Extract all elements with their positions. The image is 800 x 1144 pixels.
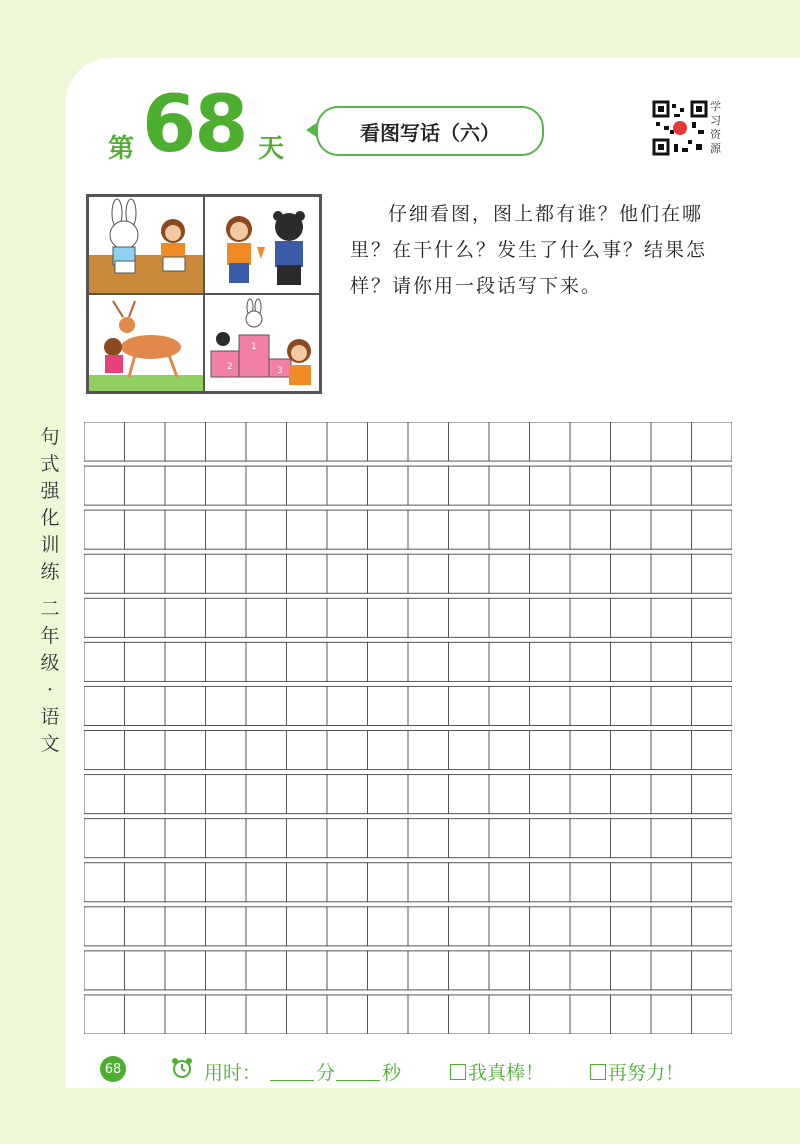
grid-cell[interactable] — [84, 775, 125, 814]
grid-cell[interactable] — [165, 907, 206, 946]
grid-cell[interactable] — [530, 951, 571, 990]
grid-cell[interactable] — [449, 951, 490, 990]
grid-cell[interactable] — [206, 907, 247, 946]
option-try-harder-checkbox[interactable] — [590, 1058, 684, 1085]
grid-cell[interactable] — [489, 642, 530, 681]
grid-cell[interactable] — [611, 731, 652, 770]
seconds-blank[interactable] — [336, 1080, 380, 1081]
grid-cell[interactable] — [449, 466, 490, 505]
grid-cell[interactable] — [84, 731, 125, 770]
grid-cell[interactable] — [368, 642, 409, 681]
grid-cell[interactable] — [651, 995, 692, 1034]
grid-cell[interactable] — [408, 422, 449, 461]
grid-row[interactable] — [84, 598, 732, 637]
grid-cell[interactable] — [408, 598, 449, 637]
grid-cell[interactable] — [408, 466, 449, 505]
grid-cell[interactable] — [408, 510, 449, 549]
side-char: 级 — [40, 652, 60, 674]
time-label: 用时： — [204, 1062, 262, 1084]
grid-cell[interactable] — [449, 863, 490, 902]
grid-cell[interactable] — [570, 951, 611, 990]
side-char: 式 — [40, 453, 60, 475]
grid-cell[interactable] — [246, 642, 287, 681]
grid-cell[interactable] — [611, 995, 652, 1034]
grid-cell[interactable] — [287, 819, 328, 858]
grid-cell[interactable] — [84, 907, 125, 946]
grid-cell[interactable] — [651, 775, 692, 814]
grid-row[interactable] — [84, 951, 732, 990]
podium-second-label: 2 — [227, 362, 233, 372]
grid-cell[interactable] — [651, 598, 692, 637]
grid-row[interactable] — [84, 686, 732, 725]
grid-cell[interactable] — [408, 907, 449, 946]
grid-cell[interactable] — [489, 510, 530, 549]
grid-cell[interactable] — [327, 422, 368, 461]
grid-cell[interactable] — [125, 907, 166, 946]
grid-cell[interactable] — [489, 995, 530, 1034]
grid-cell[interactable] — [530, 422, 571, 461]
grid-cell[interactable] — [287, 554, 328, 593]
grid-cell[interactable] — [408, 995, 449, 1034]
grid-cell[interactable] — [651, 686, 692, 725]
grid-cell[interactable] — [692, 466, 733, 505]
grid-cell[interactable] — [206, 642, 247, 681]
grid-cell[interactable] — [125, 642, 166, 681]
story-picture-grid — [86, 194, 322, 394]
grid-cell[interactable] — [246, 819, 287, 858]
grid-cell[interactable] — [287, 907, 328, 946]
grid-cell[interactable] — [570, 863, 611, 902]
grid-cell[interactable] — [408, 554, 449, 593]
grid-cell[interactable] — [287, 863, 328, 902]
grid-cell[interactable] — [368, 731, 409, 770]
picture-panel-4 — [204, 294, 320, 392]
grid-cell[interactable] — [327, 642, 368, 681]
grid-cell[interactable] — [206, 819, 247, 858]
monkey-and-bear-illustration — [205, 197, 319, 294]
grid-cell[interactable] — [246, 995, 287, 1034]
grid-cell[interactable] — [125, 510, 166, 549]
grid-cell[interactable] — [489, 422, 530, 461]
grid-cell[interactable] — [368, 510, 409, 549]
grid-cell[interactable] — [246, 863, 287, 902]
grid-cell[interactable] — [206, 731, 247, 770]
grid-cell[interactable] — [570, 995, 611, 1034]
grid-cell[interactable] — [206, 951, 247, 990]
grid-cell[interactable] — [489, 775, 530, 814]
qr-label-char: 习 — [710, 114, 721, 127]
grid-cell[interactable] — [408, 863, 449, 902]
side-char: 练 — [40, 561, 60, 583]
grid-cell[interactable] — [165, 554, 206, 593]
side-char: 句 — [40, 426, 60, 448]
grid-cell[interactable] — [84, 995, 125, 1034]
grid-cell[interactable] — [165, 995, 206, 1034]
grid-cell[interactable] — [125, 775, 166, 814]
grid-cell[interactable] — [611, 907, 652, 946]
side-char: · — [46, 679, 54, 701]
grid-cell[interactable] — [165, 422, 206, 461]
grid-cell[interactable] — [246, 686, 287, 725]
grid-cell[interactable] — [449, 598, 490, 637]
grid-cell[interactable] — [692, 510, 733, 549]
grid-cell[interactable] — [287, 466, 328, 505]
grid-cell[interactable] — [327, 775, 368, 814]
grid-cell[interactable] — [692, 731, 733, 770]
alarm-clock-icon — [170, 1056, 194, 1080]
grid-cell[interactable] — [530, 510, 571, 549]
grid-cell[interactable] — [287, 775, 328, 814]
grid-cell[interactable] — [206, 422, 247, 461]
grid-cell[interactable] — [206, 554, 247, 593]
grid-cell[interactable] — [449, 554, 490, 593]
grid-cell[interactable] — [692, 554, 733, 593]
grid-cell[interactable] — [125, 686, 166, 725]
side-gap — [38, 586, 62, 596]
day-number: 68 — [142, 80, 247, 170]
grid-cell[interactable] — [611, 951, 652, 990]
grid-cell[interactable] — [165, 819, 206, 858]
podium-illustration — [205, 295, 319, 392]
podium-first-label: 1 — [251, 342, 257, 352]
grid-cell[interactable] — [287, 731, 328, 770]
grid-cell[interactable] — [246, 907, 287, 946]
grid-cell[interactable] — [651, 510, 692, 549]
grid-cell[interactable] — [287, 995, 328, 1034]
grid-cell[interactable] — [327, 510, 368, 549]
grid-cell[interactable] — [449, 686, 490, 725]
grid-cell[interactable] — [246, 422, 287, 461]
grid-cell[interactable] — [489, 598, 530, 637]
grid-cell[interactable] — [125, 995, 166, 1034]
side-char: 训 — [40, 534, 60, 556]
grid-cell[interactable] — [570, 598, 611, 637]
day-suffix: 天 — [258, 134, 285, 164]
grid-cell[interactable] — [692, 907, 733, 946]
grid-cell[interactable] — [246, 598, 287, 637]
grid-cell[interactable] — [692, 951, 733, 990]
grid-cell[interactable] — [246, 775, 287, 814]
grid-cell[interactable] — [206, 863, 247, 902]
option-great-checkbox[interactable] — [450, 1058, 544, 1085]
grid-cell[interactable] — [692, 863, 733, 902]
grid-cell[interactable] — [570, 686, 611, 725]
grid-cell[interactable] — [84, 642, 125, 681]
picture-panel-2 — [204, 196, 320, 294]
grid-cell[interactable] — [611, 466, 652, 505]
grid-row[interactable] — [84, 731, 732, 770]
checkbox-icon — [590, 1064, 606, 1080]
grid-cell[interactable] — [125, 819, 166, 858]
grid-cell[interactable] — [368, 422, 409, 461]
grid-cell[interactable] — [449, 775, 490, 814]
side-char: 年 — [40, 625, 60, 647]
grid-cell[interactable] — [125, 731, 166, 770]
grid-cell[interactable] — [651, 554, 692, 593]
grid-cell[interactable] — [611, 510, 652, 549]
rabbit-and-monkey-writing-illustration — [89, 197, 203, 294]
option-great-label: 我真棒！ — [468, 1062, 545, 1084]
grid-cell[interactable] — [611, 642, 652, 681]
grid-row[interactable] — [84, 642, 732, 681]
grid-cell[interactable] — [651, 642, 692, 681]
grid-cell[interactable] — [206, 775, 247, 814]
grid-row[interactable] — [84, 819, 732, 858]
grid-cell[interactable] — [165, 731, 206, 770]
grid-cell[interactable] — [489, 686, 530, 725]
side-char: 强 — [40, 480, 60, 502]
grid-cell[interactable] — [530, 907, 571, 946]
side-char: 语 — [40, 706, 60, 728]
grid-cell[interactable] — [611, 863, 652, 902]
grid-cell[interactable] — [287, 951, 328, 990]
grid-cell[interactable] — [489, 951, 530, 990]
grid-cell[interactable] — [84, 554, 125, 593]
grid-cell[interactable] — [125, 422, 166, 461]
grid-cell[interactable] — [84, 863, 125, 902]
grid-cell[interactable] — [327, 466, 368, 505]
grid-cell[interactable] — [530, 686, 571, 725]
lesson-title: 看图写话（六） — [316, 106, 544, 156]
grid-cell[interactable] — [327, 598, 368, 637]
grid-cell[interactable] — [84, 951, 125, 990]
grid-cell[interactable] — [368, 907, 409, 946]
grid-cell[interactable] — [327, 554, 368, 593]
grid-cell[interactable] — [530, 642, 571, 681]
grid-cell[interactable] — [408, 951, 449, 990]
grid-row[interactable] — [84, 995, 732, 1034]
day-prefix: 第 — [108, 134, 135, 164]
grid-cell[interactable] — [692, 422, 733, 461]
instruction-text: 仔细看图，图上都有谁？他们在哪里？在干什么？发生了什么事？结果怎样？请你用一段话写下来。 — [350, 203, 708, 297]
grid-cell[interactable] — [287, 642, 328, 681]
grid-cell[interactable] — [327, 995, 368, 1034]
grid-cell[interactable] — [692, 819, 733, 858]
grid-cell[interactable] — [570, 731, 611, 770]
grid-cell[interactable] — [692, 642, 733, 681]
grid-cell[interactable] — [206, 598, 247, 637]
qr-code-icon[interactable] — [652, 100, 708, 156]
grid-cell[interactable] — [570, 775, 611, 814]
grid-cell[interactable] — [408, 731, 449, 770]
grid-cell[interactable] — [246, 466, 287, 505]
grid-cell[interactable] — [692, 775, 733, 814]
grid-cell[interactable] — [449, 995, 490, 1034]
qr-label-char: 资 — [710, 128, 721, 141]
side-char: 化 — [40, 507, 60, 529]
monkey-and-deer-illustration — [89, 295, 203, 392]
grid-cell[interactable] — [327, 819, 368, 858]
picture-panel-3 — [88, 294, 204, 392]
grid-row[interactable] — [84, 775, 732, 814]
grid-cell[interactable] — [327, 731, 368, 770]
footer — [100, 1052, 740, 1088]
grid-cell[interactable] — [570, 466, 611, 505]
page-number: 68 — [100, 1056, 126, 1082]
grid-cell[interactable] — [287, 598, 328, 637]
grid-cell[interactable] — [651, 863, 692, 902]
grid-cell[interactable] — [327, 863, 368, 902]
writing-grid[interactable] — [84, 422, 732, 1034]
grid-cell[interactable] — [165, 466, 206, 505]
grid-cell[interactable] — [246, 554, 287, 593]
grid-cell[interactable] — [611, 554, 652, 593]
grid-cell[interactable] — [246, 510, 287, 549]
grid-cell[interactable] — [408, 775, 449, 814]
qr-label-char: 学 — [710, 100, 721, 113]
grid-cell[interactable] — [287, 686, 328, 725]
grid-cell[interactable] — [327, 907, 368, 946]
grid-cell[interactable] — [651, 731, 692, 770]
grid-cell[interactable] — [530, 863, 571, 902]
grid-cell[interactable] — [530, 598, 571, 637]
grid-cell[interactable] — [530, 819, 571, 858]
grid-cell[interactable] — [165, 686, 206, 725]
grid-cell[interactable] — [692, 686, 733, 725]
grid-cell[interactable] — [530, 466, 571, 505]
grid-row[interactable] — [84, 907, 732, 946]
checkbox-icon — [450, 1064, 466, 1080]
grid-cell[interactable] — [327, 951, 368, 990]
grid-cell[interactable] — [165, 863, 206, 902]
grid-cell[interactable] — [206, 510, 247, 549]
minutes-blank[interactable] — [270, 1080, 314, 1081]
grid-cell[interactable] — [327, 686, 368, 725]
grid-cell[interactable] — [530, 731, 571, 770]
grid-row[interactable] — [84, 422, 732, 461]
grid-cell[interactable] — [368, 819, 409, 858]
picture-panel-1 — [88, 196, 204, 294]
seconds-unit: 秒 — [382, 1062, 402, 1084]
grid-cell[interactable] — [611, 819, 652, 858]
side-label — [38, 424, 62, 758]
grid-cell[interactable] — [246, 731, 287, 770]
qr-label-char: 源 — [710, 142, 721, 155]
grid-cell[interactable] — [651, 951, 692, 990]
grid-cell[interactable] — [206, 686, 247, 725]
grid-cell[interactable] — [570, 422, 611, 461]
grid-cell[interactable] — [449, 907, 490, 946]
grid-cell[interactable] — [449, 731, 490, 770]
grid-cell[interactable] — [570, 510, 611, 549]
grid-cell[interactable] — [570, 642, 611, 681]
grid-cell[interactable] — [84, 598, 125, 637]
grid-cell[interactable] — [84, 686, 125, 725]
option-try-harder-label: 再努力！ — [608, 1062, 685, 1084]
grid-cell[interactable] — [692, 598, 733, 637]
grid-cell[interactable] — [408, 819, 449, 858]
grid-cell[interactable] — [246, 951, 287, 990]
grid-cell[interactable] — [84, 466, 125, 505]
grid-cell[interactable] — [489, 554, 530, 593]
qr-label — [710, 100, 724, 156]
grid-cell[interactable] — [611, 686, 652, 725]
grid-cell[interactable] — [368, 598, 409, 637]
grid-cell[interactable] — [651, 422, 692, 461]
grid-cell[interactable] — [651, 907, 692, 946]
grid-row[interactable] — [84, 510, 732, 549]
grid-cell[interactable] — [611, 775, 652, 814]
grid-cell[interactable] — [125, 554, 166, 593]
grid-cell[interactable] — [651, 466, 692, 505]
grid-cell[interactable] — [206, 466, 247, 505]
grid-row[interactable] — [84, 863, 732, 902]
grid-cell[interactable] — [611, 422, 652, 461]
grid-cell[interactable] — [408, 642, 449, 681]
grid-cell[interactable] — [84, 510, 125, 549]
grid-cell[interactable] — [449, 422, 490, 461]
grid-cell[interactable] — [368, 775, 409, 814]
grid-cell[interactable] — [84, 422, 125, 461]
grid-cell[interactable] — [570, 907, 611, 946]
grid-cell[interactable] — [489, 907, 530, 946]
grid-cell[interactable] — [368, 466, 409, 505]
grid-cell[interactable] — [449, 510, 490, 549]
grid-cell[interactable] — [165, 642, 206, 681]
grid-cell[interactable] — [530, 775, 571, 814]
grid-cell[interactable] — [165, 775, 206, 814]
grid-cell[interactable] — [125, 863, 166, 902]
grid-cell[interactable] — [206, 995, 247, 1034]
grid-cell[interactable] — [368, 951, 409, 990]
side-char: 文 — [40, 733, 60, 755]
grid-cell[interactable] — [125, 951, 166, 990]
grid-cell[interactable] — [449, 642, 490, 681]
grid-cell[interactable] — [611, 598, 652, 637]
minutes-unit: 分 — [316, 1062, 336, 1084]
grid-cell[interactable] — [692, 995, 733, 1034]
grid-cell[interactable] — [489, 819, 530, 858]
grid-cell[interactable] — [368, 686, 409, 725]
grid-cell[interactable] — [449, 819, 490, 858]
grid-cell[interactable] — [165, 510, 206, 549]
side-char: 二 — [40, 598, 60, 620]
grid-cell[interactable] — [570, 819, 611, 858]
grid-cell[interactable] — [165, 598, 206, 637]
grid-cell[interactable] — [368, 995, 409, 1034]
grid-cell[interactable] — [570, 554, 611, 593]
grid-cell[interactable] — [489, 863, 530, 902]
grid-cell[interactable] — [530, 554, 571, 593]
grid-cell[interactable] — [489, 466, 530, 505]
grid-cell[interactable] — [125, 466, 166, 505]
grid-row[interactable] — [84, 554, 732, 593]
grid-cell[interactable] — [368, 863, 409, 902]
grid-cell[interactable] — [368, 554, 409, 593]
grid-cell[interactable] — [530, 995, 571, 1034]
grid-cell[interactable] — [287, 422, 328, 461]
grid-cell[interactable] — [125, 598, 166, 637]
grid-cell[interactable] — [287, 510, 328, 549]
podium-third-label: 3 — [277, 366, 283, 376]
grid-cell[interactable] — [165, 951, 206, 990]
grid-cell[interactable] — [651, 819, 692, 858]
grid-row[interactable] — [84, 466, 732, 505]
grid-cell[interactable] — [84, 819, 125, 858]
grid-cell[interactable] — [408, 686, 449, 725]
grid-cell[interactable] — [489, 731, 530, 770]
